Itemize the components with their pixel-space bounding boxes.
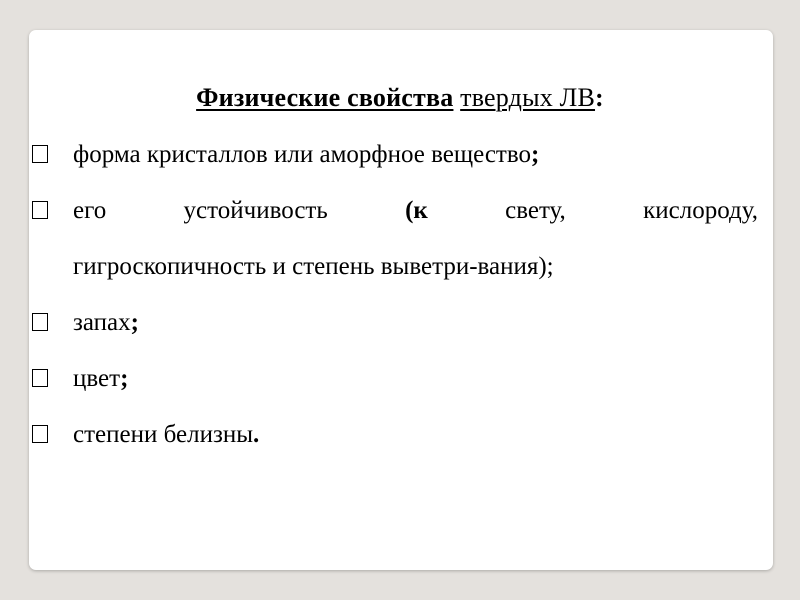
title-regular-part: твердых ЛВ: [460, 83, 596, 112]
list-item: [73, 418, 259, 452]
list-item-punct: ;: [531, 141, 540, 168]
title-colon: :: [595, 83, 604, 112]
list-item-punct: ;: [120, 365, 129, 392]
list-item-text: запах: [73, 309, 131, 336]
list-item-text: цвет: [73, 365, 121, 392]
list-item-word: устойчивость: [183, 197, 328, 224]
bullet-box-icon: [32, 145, 48, 163]
list-item-word: его: [73, 197, 107, 224]
list-item: [73, 194, 758, 228]
list-item: [73, 138, 539, 172]
list-item-word: (к: [405, 197, 428, 224]
bullet-box-icon: [32, 425, 48, 443]
title-bold-part: Физические свойства: [196, 83, 454, 112]
list-item-punct: .: [253, 421, 260, 448]
list-item-continuation: [73, 250, 554, 284]
bullet-box-icon: [32, 201, 48, 219]
list-item-word: свету,: [505, 197, 566, 224]
list-item-word: кислороду,: [643, 197, 758, 224]
list-item-punct: ;: [130, 309, 139, 336]
list-item: [73, 306, 139, 340]
bullet-box-icon: [32, 313, 48, 331]
list-item: [73, 362, 128, 396]
list-item-text: гигроскопичность и степень выветри-вания);: [73, 253, 554, 280]
list-item-text: форма кристаллов или аморфное вещество: [73, 141, 531, 168]
list-item-text: степени белизны: [73, 421, 253, 448]
bullet-box-icon: [32, 369, 48, 387]
